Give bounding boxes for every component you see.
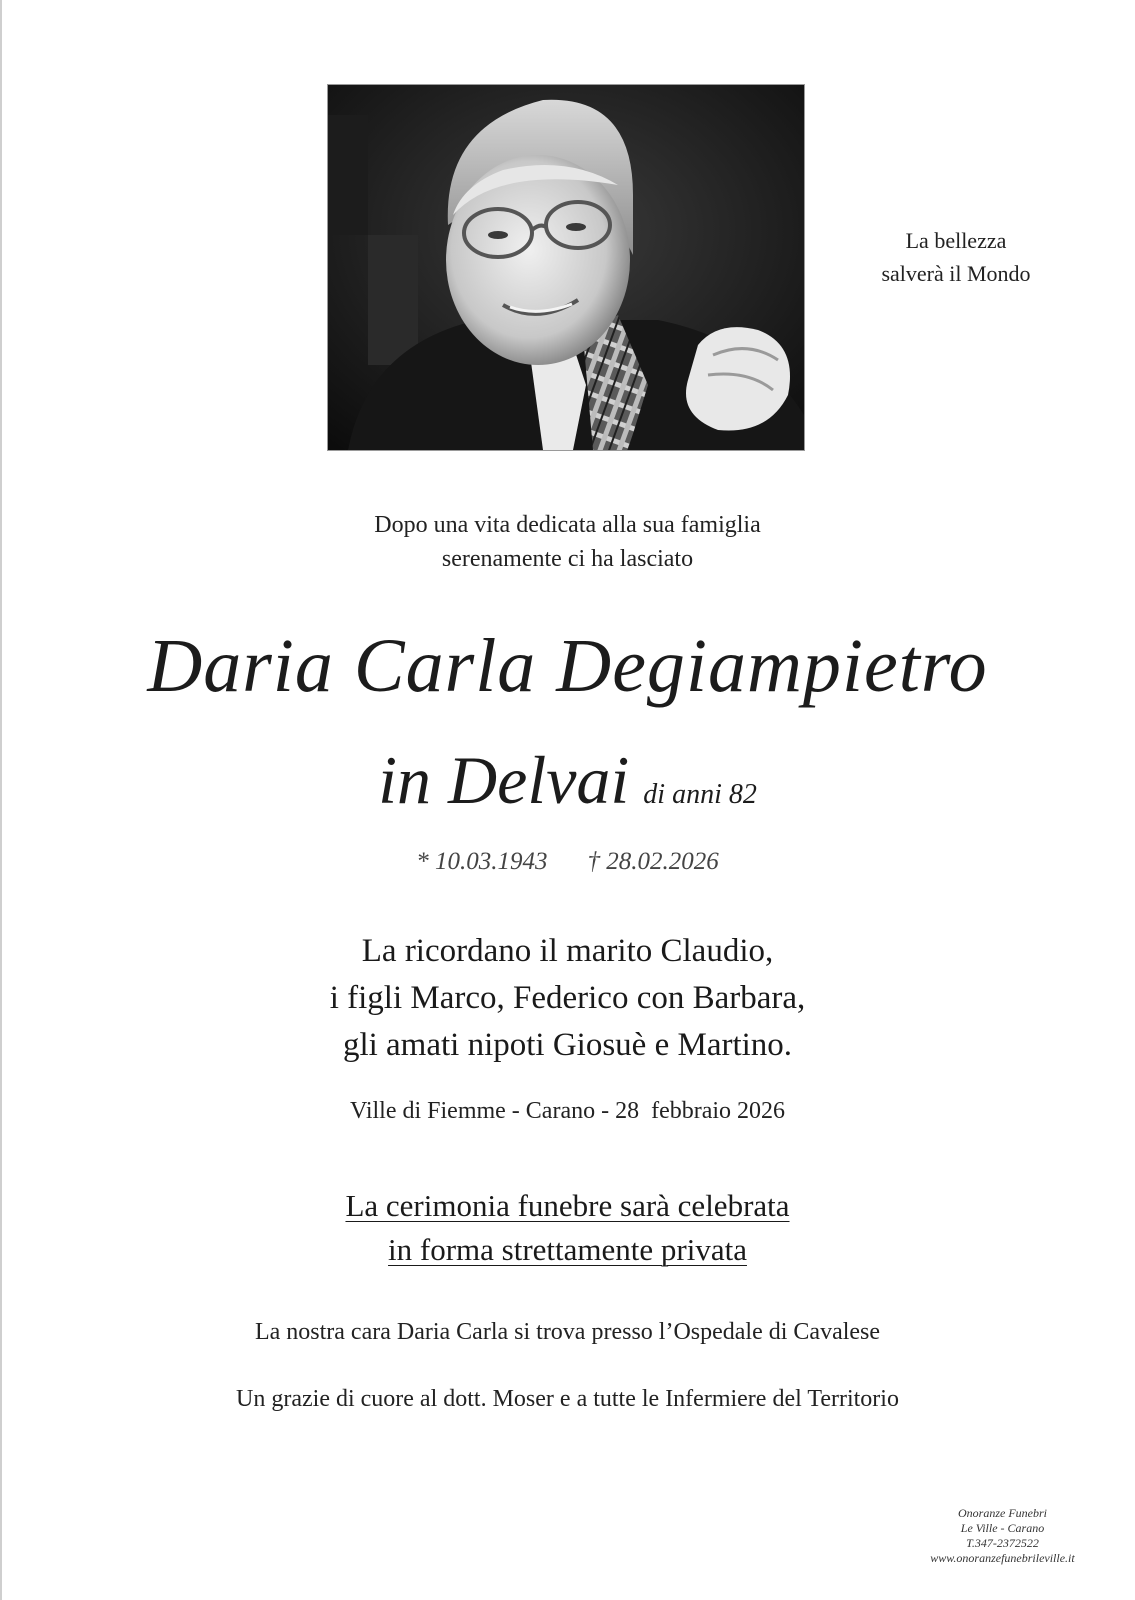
footer-company: Onoranze Funebri xyxy=(958,1506,1047,1520)
motto-line: salverà il Mondo xyxy=(881,261,1031,286)
intro-line: Dopo una vita dedicata alla sua famiglia xyxy=(374,512,761,538)
footer-place: Le Ville - Carano xyxy=(960,1521,1045,1535)
mourners-text xyxy=(120,928,1015,1069)
funeral-home-footer xyxy=(880,1506,1125,1566)
portrait-photo xyxy=(327,84,805,451)
married-name-line xyxy=(60,742,1075,818)
mourners-line: gli amati nipoti Giosuè e Martino. xyxy=(342,1027,793,1063)
thanks-note: Un grazie di cuore al dott. Moser e a tutte le Infermiere del Territorio xyxy=(236,1386,899,1412)
page-edge-rule xyxy=(0,0,2,1600)
mourners-line: La ricordano il marito Claudio, xyxy=(361,933,774,969)
intro-line: serenamente ci ha lasciato xyxy=(441,546,694,572)
motto xyxy=(838,224,1074,290)
place-date: Ville di Fiemme - Carano - 28 febbraio 2026 xyxy=(349,1098,786,1124)
birth-date: * 10.03.1943 xyxy=(416,848,548,875)
age: di anni 82 xyxy=(643,779,757,810)
death-date: † 28.02.2026 xyxy=(587,848,719,875)
life-dates xyxy=(60,848,1075,876)
intro-text xyxy=(160,508,975,576)
motto-line: La bellezza xyxy=(905,228,1007,253)
ceremony-line: in forma strettamente privata xyxy=(388,1232,747,1267)
footer-phone: T.347-2372522 xyxy=(966,1536,1039,1550)
footer-website: www.onoranzefunebrileville.it xyxy=(930,1551,1075,1565)
location-note: La nostra cara Daria Carla si trova presso l’Ospedale di Cavalese xyxy=(254,1319,881,1345)
ceremony-line: La cerimonia funebre sarà celebrata xyxy=(345,1188,790,1223)
mourners-line: i figli Marco, Federico con Barbara, xyxy=(329,980,806,1016)
ceremony-notice xyxy=(120,1184,1015,1272)
married-name: in Delvai xyxy=(378,742,630,818)
deceased-name: Daria Carla Degiampietro xyxy=(147,624,988,708)
